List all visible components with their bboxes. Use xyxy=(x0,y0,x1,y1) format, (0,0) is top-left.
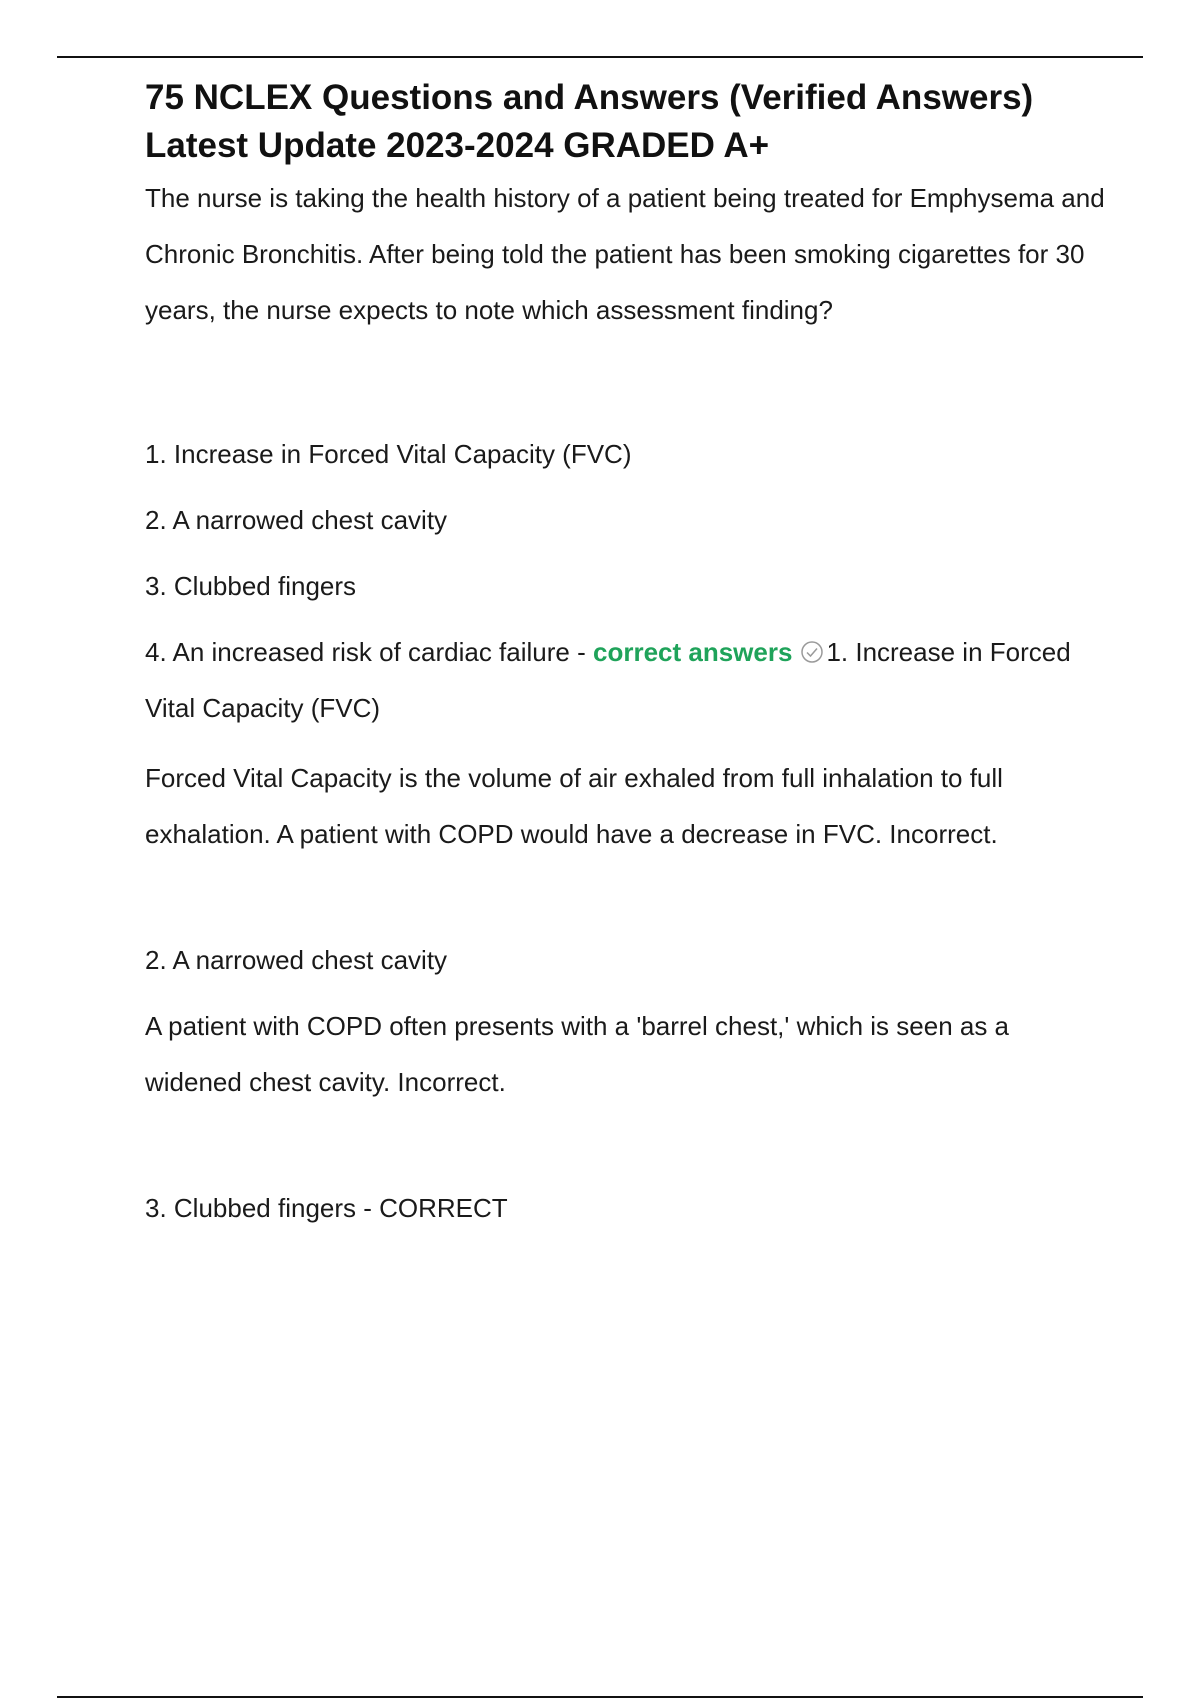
answer-3: 3. Clubbed fingers - CORRECT xyxy=(145,1193,508,1223)
answer-2: 2. A narrowed chest cavity xyxy=(145,945,448,975)
top-divider xyxy=(57,56,1143,58)
option-4-with-answer xyxy=(145,624,1105,736)
option-3: 3. Clubbed fingers xyxy=(145,571,357,601)
title-line-1: 75 NCLEX Questions and Answers (Verified Answers) xyxy=(145,78,1034,117)
check-circle-icon xyxy=(800,640,824,664)
option-1: 1. Increase in Forced Vital Capacity (FVC) xyxy=(145,439,632,469)
title-line-2: Latest Update 2023-2024 GRADED A+ xyxy=(145,126,770,165)
explanation-2: A patient with COPD often presents with a 'barrel chest,' which is seen as a widened chest cavity. Incorrect. xyxy=(145,1011,1010,1097)
question-text: The nurse is taking the health history of a patient being treated for Emphysema and Chronic Bronchitis. After being told the patient has been smoking cigarettes for 30 years, the nurse expects to note which assessment finding? xyxy=(145,183,1105,325)
option-2: 2. A narrowed chest cavity xyxy=(145,505,448,535)
answer-text: 1. Increase in Forced Vital Capacity (FVC) xyxy=(145,637,1071,723)
bottom-divider xyxy=(57,1696,1143,1698)
document-content xyxy=(145,74,1105,1236)
option-4: 4. An increased risk of cardiac failure - xyxy=(145,637,593,667)
correct-answers-label: correct answers xyxy=(592,637,793,667)
explanation-1: Forced Vital Capacity is the volume of air exhaled from full inhalation to full exhalation. A patient with COPD would have a decrease in FVC. Incorrect. xyxy=(145,763,1003,849)
document-title xyxy=(145,74,1105,170)
